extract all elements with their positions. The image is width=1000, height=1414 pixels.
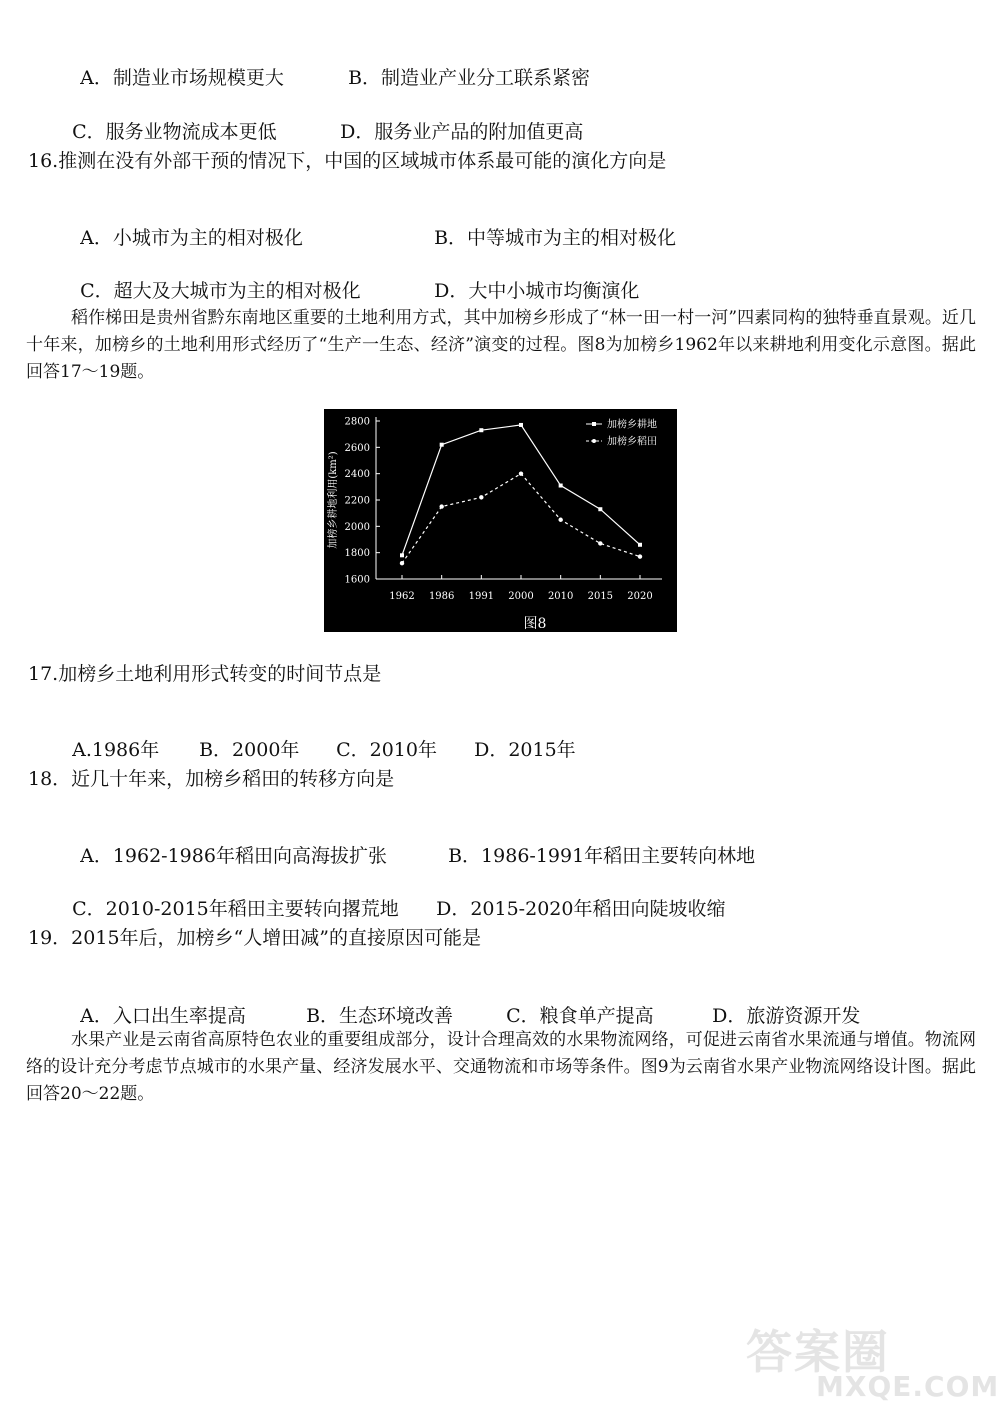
q16-option-b: B．中等城市为主的相对极化 [434,227,677,249]
series-2-point [638,554,642,558]
x-tick-label: 2010 [547,591,574,602]
legend-label-1: 加榜乡耕地 [607,419,657,431]
series-1-point [559,484,563,488]
q17-option-a: A.1986年 [72,739,160,761]
figure-8-svg [324,409,677,632]
q17-option-d: D．2015年 [474,739,576,761]
series-2-point [519,471,523,475]
series-1-point [400,553,404,557]
y-tick-label: 2800 [344,416,370,428]
q15-option-c: C．服务业物流成本更低 [72,121,277,143]
x-tick-label: 1991 [468,591,495,602]
y-tick-label: 2600 [344,442,370,454]
q19-option-d: D．旅游资源开发 [712,1005,861,1027]
series-2-point [400,561,404,565]
q18-options-row1 [68,820,755,868]
q19-option-b: B．生态环境改善 [306,1005,454,1027]
q16-option-d: D．大中小城市均衡演化 [434,280,640,302]
q19-option-c: C．粮食单产提高 [506,1005,654,1027]
series-2-point [598,541,602,545]
y-tick-label: 1800 [344,548,370,560]
series-2-point [558,518,562,522]
series-1-point [519,423,523,427]
watermark-logo [746,1316,1000,1406]
series-1-point [638,543,642,547]
y-axis-label: 加榜乡耕地利用(km²) [328,451,339,549]
q17-options [60,714,576,762]
series-line-2 [402,474,640,564]
q17-option-b: B．2000年 [199,739,300,761]
x-tick-label: 2015 [587,591,614,602]
series-1-point [479,428,483,432]
q15-options-row1 [68,42,590,90]
q18-option-c: C．2010-2015年稻田主要转向撂荒地 [72,898,399,920]
q15-option-d: D．服务业产品的附加值更高 [340,121,584,143]
q19-options [68,980,860,1028]
q15-option-b: B．制造业产业分工联系紧密 [348,67,591,89]
x-tick-label: 2020 [627,591,653,602]
q17-option-c: C．2010年 [336,739,437,761]
series-2-point [479,495,483,499]
x-tick-label: 1986 [428,591,455,602]
y-tick-label: 2200 [344,495,370,507]
q18-options-row2 [60,873,725,921]
y-tick-label: 1600 [344,574,370,586]
series-2-point [439,504,443,508]
x-tick-label: 1962 [389,591,415,602]
figure-8-chart [324,409,677,632]
y-tick-label: 2000 [344,521,370,533]
q19-stem: 19．2015年后，加榜乡“人增田减”的直接原因可能是 [28,927,481,949]
q16-options-row1 [68,202,676,250]
q19-option-a: A．入口出生率提高 [80,1005,246,1027]
series-1-point [598,507,602,511]
passage-terraces: 稻作梯田是贵州省黔东南地区重要的土地利用方式，其中加榜乡形成了“林一田一村一河”四素同构的独特垂直景观。近几十年来，加榜乡的土地利用形式经历了“生产一生态、经济”演变的过程。图8为加榜乡1962年以来耕地利用变化示意图。据此回答17～19题。 [26,308,976,382]
q18-option-b: B．1986-1991年稻田主要转向林地 [448,845,756,867]
watermark-text: 答案圈 [746,1325,890,1379]
x-tick-label: 2000 [508,591,534,602]
q17-stem: 17.加榜乡土地利用形式转变的时间节点是 [28,663,382,685]
legend-marker-1 [592,422,596,426]
q15-options-row2 [60,96,583,144]
series-line-1 [402,425,640,555]
figure-caption: 图8 [523,616,547,632]
q16-options-row2 [68,255,639,303]
legend-label-2: 加榜乡稻田 [607,436,657,448]
y-tick-label: 2400 [344,469,370,481]
q18-stem: 18．近几十年来，加榜乡稻田的转移方向是 [28,768,395,790]
watermark-url: MXQE.COM [816,1370,1000,1403]
series-1-point [440,443,444,447]
legend-marker-2 [592,439,596,443]
q16-option-a: A．小城市为主的相对极化 [80,227,303,249]
q18-option-a: A．1962-1986年稻田向高海拔扩张 [80,845,387,867]
q16-option-c: C．超大及大城市为主的相对极化 [80,280,361,302]
q16-stem: 16.推测在没有外部干预的情况下，中国的区域城市体系最可能的演化方向是 [28,150,667,172]
passage-fruit-logistics: 水果产业是云南省高原特色农业的重要组成部分，设计合理高效的水果物流网络，可促进云南省水果流通与增值。物流网络的设计充分考虑节点城市的水果产量、经济发展水平、交通物流和市场等条件。图9为云南省水果产业物流网络设计图。据此回答20～22题。 [26,1030,976,1104]
q18-option-d: D．2015-2020年稻田向陡坡收缩 [436,898,726,920]
q15-option-a: A．制造业市场规模更大 [80,67,284,89]
